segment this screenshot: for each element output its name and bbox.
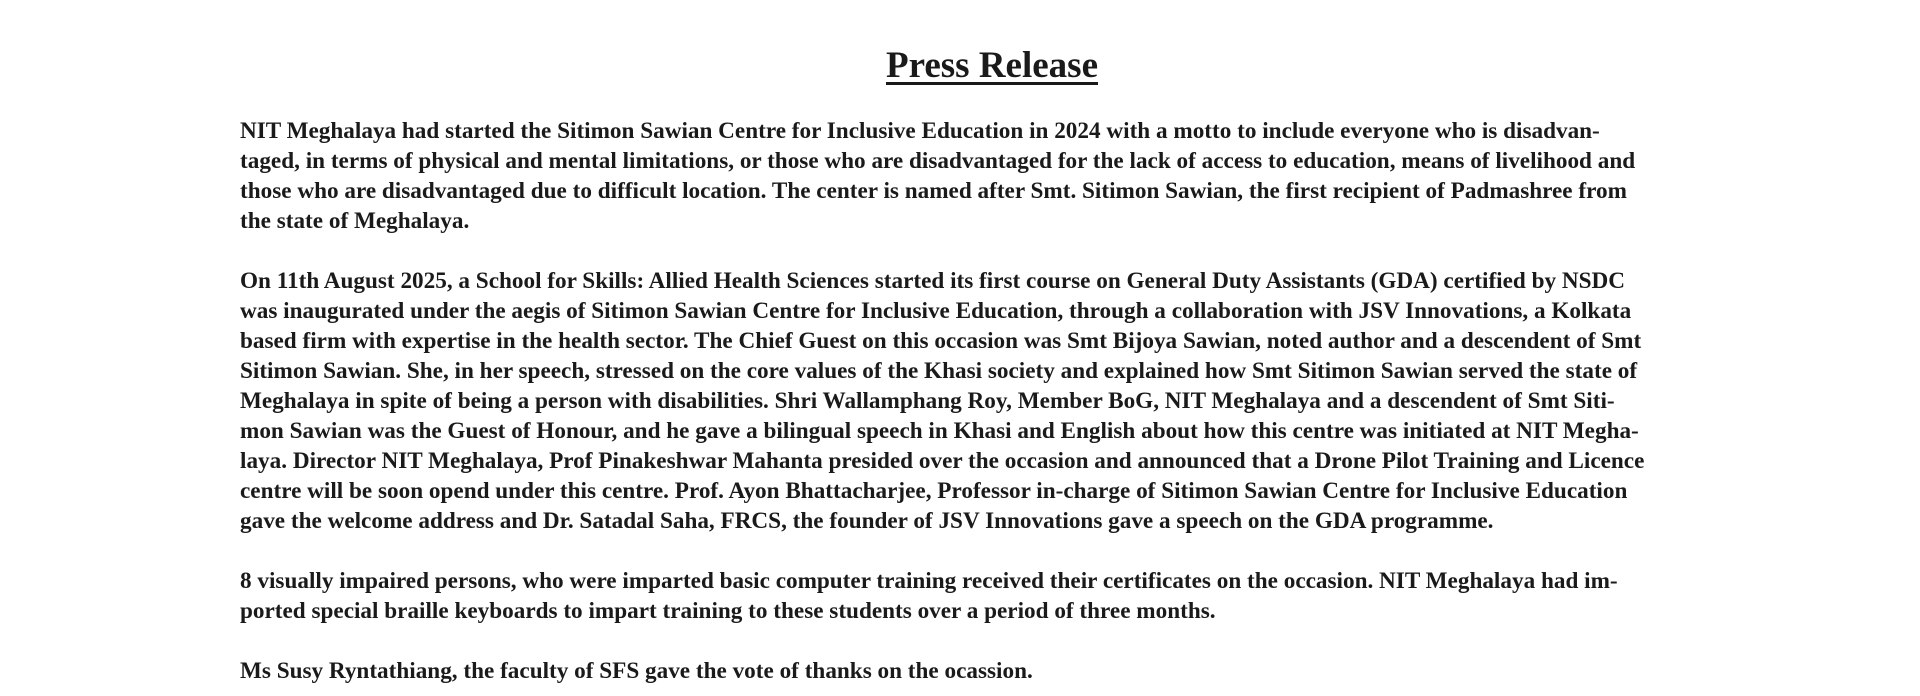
paragraph-certificates [240, 566, 1755, 626]
paragraph-line: was inaugurated under the aegis of Sitimon Sawian Centre for Inclusive Education, through a collaboration with JSV Innovations, a Kolkata [240, 298, 1632, 324]
paragraph-line: laya. Director NIT Meghalaya, Prof Pinakeshwar Mahanta presided over the occasion and announced that a Drone Pilot Training and Licence [240, 448, 1645, 474]
paragraph-line: those who are disadvantaged due to difficult location. The center is named after Smt. Sitimon Sawian, the first recipient of Padmashree from [240, 178, 1627, 204]
page-title-text: Press Release [886, 45, 1098, 86]
paragraph-vote-of-thanks [240, 656, 1755, 686]
paragraph-line: 8 visually impaired persons, who were imparted basic computer training received their certificates on the occasion. NIT Meghalaya had im- [240, 568, 1618, 594]
paragraph-line: mon Sawian was the Guest of Honour, and he gave a bilingual speech in Khasi and English about how this centre was initiated at NIT Megha- [240, 418, 1639, 444]
paragraph-intro [240, 116, 1755, 236]
paragraph-line: Meghalaya in spite of being a person with disabilities. Shri Wallamphang Roy, Member BoG, NIT Meghalaya and a descendent of Smt Siti- [240, 388, 1615, 414]
paragraph-line: gave the welcome address and Dr. Satadal Saha, FRCS, the founder of JSV Innovations gave a speech on the GDA programme. [240, 508, 1494, 534]
paragraph-line: Ms Susy Ryntathiang, the faculty of SFS gave the vote of thanks on the ocassion. [240, 658, 1033, 684]
paragraph-line: the state of Meghalaya. [240, 208, 470, 234]
paragraph-line: ported special braille keyboards to impart training to these students over a period of three months. [240, 598, 1216, 624]
press-release-body [240, 116, 1755, 686]
paragraph-inauguration [240, 266, 1755, 536]
paragraph-line: On 11th August 2025, a School for Skills: Allied Health Sciences started its first course on General Duty Assistants (GDA) certified by NSDC [240, 268, 1626, 294]
page-title [0, 44, 1920, 88]
paragraph-line: NIT Meghalaya had started the Sitimon Sawian Centre for Inclusive Education in 2024 with a motto to include everyone who is disadvan- [240, 118, 1600, 144]
paragraph-line: Sitimon Sawian. She, in her speech, stressed on the core values of the Khasi society and explained how Smt Sitimon Sawian served the state of [240, 358, 1638, 384]
paragraph-line: centre will be soon opend under this centre. Prof. Ayon Bhattacharjee, Professor in-charge of Sitimon Sawian Centre for Inclusive Education [240, 478, 1628, 504]
paragraph-line: based firm with expertise in the health sector. The Chief Guest on this occasion was Smt Bijoya Sawian, noted author and a descendent of Smt [240, 328, 1642, 354]
paragraph-line: taged, in terms of physical and mental limitations, or those who are disadvantaged for the lack of access to education, means of livelihood and [240, 148, 1636, 174]
